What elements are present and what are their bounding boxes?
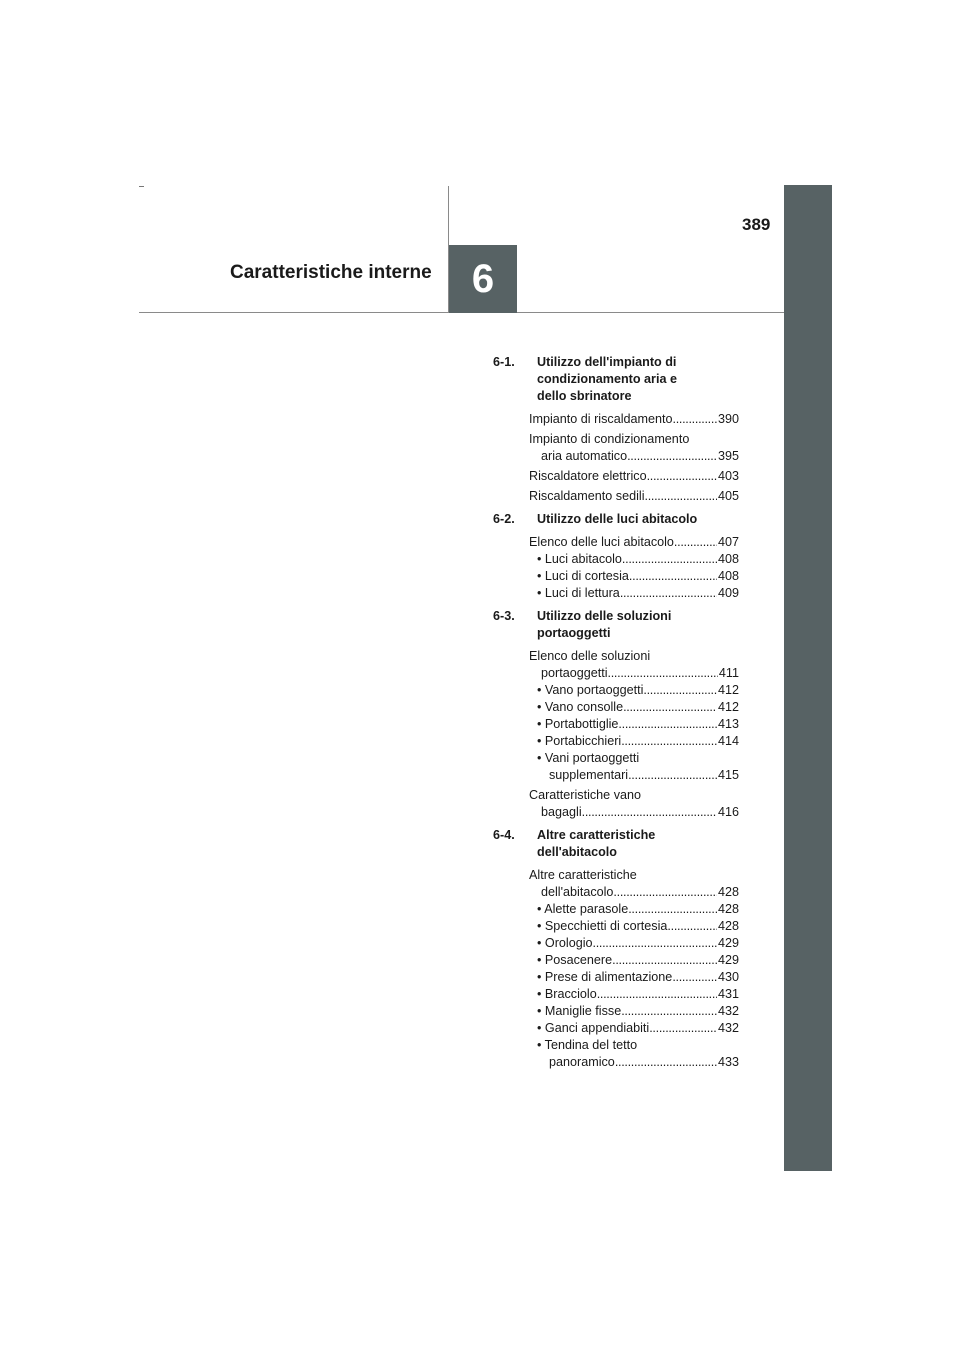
entry-page-number: 409 xyxy=(717,586,739,600)
dot-leader xyxy=(615,1054,717,1071)
dot-leader xyxy=(627,448,717,465)
entry-label: • Vano portaoggetti xyxy=(537,683,644,697)
section-number: 6-4. xyxy=(493,828,515,842)
entry-page-number: 413 xyxy=(717,717,739,731)
dot-leader xyxy=(621,1003,717,1020)
entry-page-number: 430 xyxy=(717,970,739,984)
entry-page-number: 403 xyxy=(717,469,739,483)
chapter-number-box xyxy=(449,245,517,313)
entry-label: • Luci di cortesia xyxy=(537,569,629,583)
toc-entry[interactable] xyxy=(529,468,739,485)
entry-page-number: 415 xyxy=(717,768,739,782)
dot-leader xyxy=(621,733,717,750)
section-title: Utilizzo dell'impianto di condizionamento aria e dello sbrinatore xyxy=(537,355,677,403)
section-title: Utilizzo delle luci abitacolo xyxy=(537,512,698,526)
toc-entry[interactable] xyxy=(529,411,739,428)
entry-page-number: 408 xyxy=(717,552,739,566)
section-heading xyxy=(493,608,739,642)
entry-label: portaoggetti xyxy=(541,666,608,680)
toc-section xyxy=(493,354,739,505)
dot-leader xyxy=(667,918,717,935)
entry-label: Elenco delle soluzioni xyxy=(529,649,651,663)
entry-label: • Posacenere xyxy=(537,953,613,967)
entry-label: Elenco delle luci abitacolo xyxy=(529,535,674,549)
chapter-title: Caratteristiche interne xyxy=(230,262,432,283)
toc-entry[interactable] xyxy=(529,787,739,821)
entry-label: • Alette parasole xyxy=(537,902,629,916)
entry-label: • Orologio xyxy=(537,936,593,950)
entry-page-number: 390 xyxy=(717,412,739,426)
dot-leader xyxy=(647,468,717,485)
entry-label: Impianto di condizionamento xyxy=(529,432,690,446)
dot-leader xyxy=(672,969,717,986)
entry-label: bagagli xyxy=(541,805,582,819)
entry-page-number: 431 xyxy=(717,987,739,1001)
section-heading xyxy=(493,511,739,528)
dot-leader xyxy=(618,716,717,733)
dot-leader xyxy=(645,488,717,505)
table-of-contents xyxy=(493,354,739,1077)
section-number: 6-2. xyxy=(493,512,515,526)
entry-page-number: 433 xyxy=(717,1055,739,1069)
entry-page-number: 395 xyxy=(717,449,739,463)
entry-label: supplementari xyxy=(549,768,629,782)
entry-label: aria automatico xyxy=(541,449,628,463)
dot-leader xyxy=(613,884,717,901)
dot-leader xyxy=(597,986,717,1003)
entry-page-number: 429 xyxy=(717,936,739,950)
dot-leader xyxy=(612,952,717,969)
entry-label: • Ganci appendiabiti xyxy=(537,1021,650,1035)
entry-label: panoramico xyxy=(549,1055,615,1069)
entry-label: Impianto di riscaldamento xyxy=(529,412,673,426)
dot-leader xyxy=(608,665,718,682)
toc-section xyxy=(493,511,739,602)
entry-page-number: 428 xyxy=(717,885,739,899)
entry-page-number: 412 xyxy=(717,700,739,714)
dot-leader xyxy=(628,901,717,918)
dot-leader xyxy=(593,935,717,952)
section-title: Altre caratteristiche dell'abitacolo xyxy=(537,828,656,859)
toc-entry[interactable] xyxy=(529,488,739,505)
dot-leader xyxy=(582,804,717,821)
entry-label: • Prese di alimentazione xyxy=(537,970,673,984)
entry-page-number: 429 xyxy=(717,953,739,967)
dot-leader xyxy=(643,682,717,699)
entry-page-number: 405 xyxy=(717,489,739,503)
entry-page-number: 411 xyxy=(718,666,739,680)
toc-section xyxy=(493,608,739,821)
entry-label: • Vani portaoggetti xyxy=(537,751,640,765)
section-heading xyxy=(493,827,739,861)
entry-label: Riscaldamento sedili xyxy=(529,489,645,503)
toc-entry[interactable] xyxy=(529,534,739,602)
section-number: 6-3. xyxy=(493,609,515,623)
toc-entry[interactable] xyxy=(529,431,739,465)
entry-page-number: 414 xyxy=(717,734,739,748)
entry-label: Altre caratteristiche xyxy=(529,868,637,882)
entry-page-number: 407 xyxy=(717,535,739,549)
section-number: 6-1. xyxy=(493,355,515,369)
section-heading xyxy=(493,354,739,405)
dot-leader xyxy=(620,585,717,602)
entry-label: • Bracciolo xyxy=(537,987,597,1001)
entry-page-number: 408 xyxy=(717,569,739,583)
entry-label: • Tendina del tetto xyxy=(537,1038,638,1052)
crop-mark xyxy=(139,186,144,187)
section-title: Utilizzo delle soluzioni portaoggetti xyxy=(537,609,672,640)
chapter-side-tab xyxy=(784,185,832,1171)
dot-leader xyxy=(649,1020,717,1037)
dot-leader xyxy=(673,411,717,428)
toc-section xyxy=(493,827,739,1071)
entry-label: • Portabottiglie xyxy=(537,717,619,731)
dot-leader xyxy=(623,699,717,716)
entry-page-number: 428 xyxy=(717,919,739,933)
dot-leader xyxy=(674,534,717,551)
entry-label: dell'abitacolo xyxy=(541,885,614,899)
entry-label: • Vano consolle xyxy=(537,700,624,714)
dot-leader xyxy=(628,767,717,784)
entry-page-number: 416 xyxy=(717,805,739,819)
entry-label: • Luci di lettura xyxy=(537,586,620,600)
dot-leader xyxy=(629,568,717,585)
page-number: 389 xyxy=(742,215,771,234)
entry-page-number: 412 xyxy=(717,683,739,697)
entry-label: Riscaldatore elettrico xyxy=(529,469,647,483)
entry-page-number: 432 xyxy=(717,1004,739,1018)
entry-page-number: 428 xyxy=(717,902,739,916)
entry-label: • Maniglie fisse xyxy=(537,1004,622,1018)
entry-label: • Luci abitacolo xyxy=(537,552,622,566)
entry-label: • Specchietti di cortesia xyxy=(537,919,668,933)
entry-label: Caratteristiche vano xyxy=(529,788,641,802)
chapter-number: 6 xyxy=(471,256,495,301)
toc-entry[interactable] xyxy=(529,648,739,784)
dot-leader xyxy=(622,551,717,568)
toc-entry[interactable] xyxy=(529,867,739,1071)
entry-page-number: 432 xyxy=(717,1021,739,1035)
entry-label: • Portabicchieri xyxy=(537,734,622,748)
